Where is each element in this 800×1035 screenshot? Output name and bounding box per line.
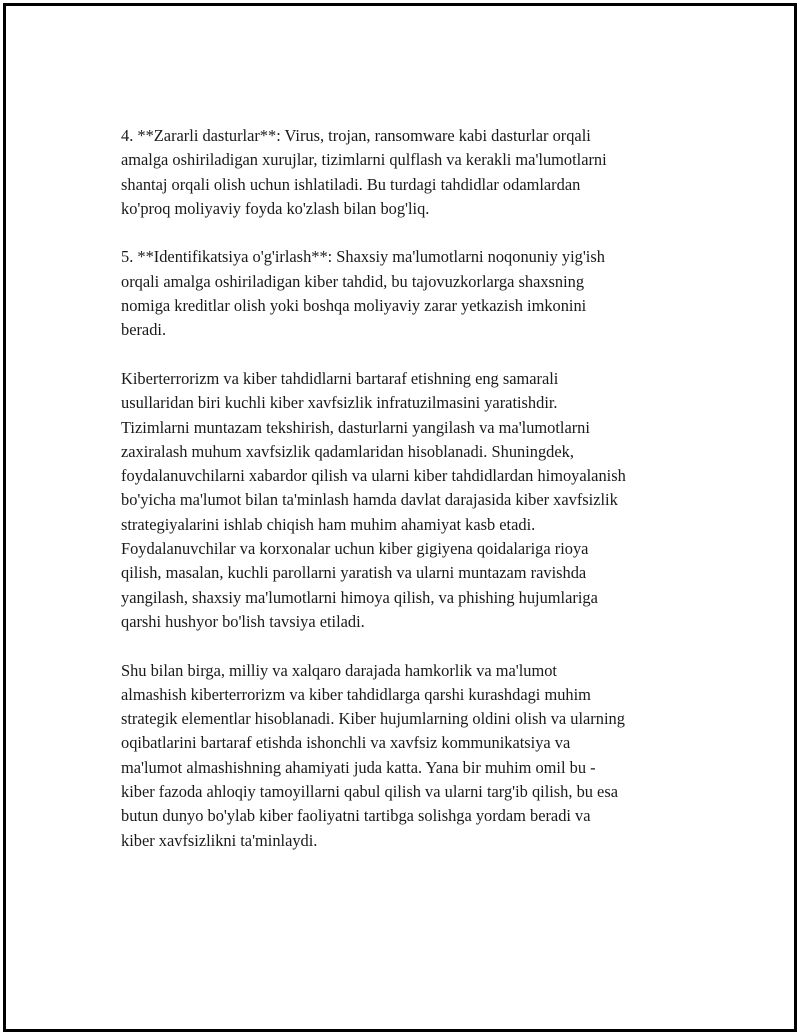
text-line: amalga oshiriladigan xurujlar, tizimlarni qulflash va kerakli ma'lumotlarni	[121, 150, 607, 170]
document-body	[121, 124, 701, 877]
text-line: zaxiralash muhum xavfsizlik qadamlaridan hisoblanadi. Shuningdek,	[121, 441, 574, 461]
paragraph-identity-theft	[121, 245, 701, 342]
text-line: kiber xavfsizlikni ta'minlaydi.	[121, 830, 318, 850]
text-line: ko'proq moliyaviy foyda ko'zlash bilan bog'liq.	[121, 198, 430, 218]
text-line: kiber fazoda ahloqiy tamoyillarni qabul qilish va ularni targ'ib qilish, bu esa	[121, 782, 618, 802]
text-line: Kiberterrorizm va kiber tahdidlarni bartaraf etishning eng samarali	[121, 368, 559, 388]
text-line: foydalanuvchilarni xabardor qilish va ularni kiber tahdidlardan himoyalanish	[121, 466, 626, 486]
text-line: 5. **Identifikatsiya o'g'irlash**: Shaxsiy ma'lumotlarni noqonuniy yig'ish	[121, 247, 605, 267]
text-line: Foydalanuvchilar va korxonalar uchun kiber gigiyena qoidalariga rioya	[121, 539, 589, 559]
text-line: ma'lumot almashishning ahamiyati juda katta. Yana bir muhim omil bu -	[121, 757, 596, 777]
text-line: almashish kiberterrorizm va kiber tahdidlarga qarshi kurashdagi muhim	[121, 684, 591, 704]
text-line: Shu bilan birga, milliy va xalqaro darajada hamkorlik va ma'lumot	[121, 660, 557, 680]
text-line: Tizimlarni muntazam tekshirish, dasturlarni yangilash va ma'lumotlarni	[121, 417, 590, 437]
text-line: yangilash, shaxsiy ma'lumotlarni himoya qilish, va phishing hujumlariga	[121, 587, 598, 607]
text-line: qilish, masalan, kuchli parollarni yaratish va ularni muntazam ravishda	[121, 563, 587, 583]
text-line: strategik elementlar hisoblanadi. Kiber hujumlarning oldini olish va ularning	[121, 709, 625, 729]
paragraph-prevention	[121, 367, 701, 634]
text-line: butun dunyo bo'ylab kiber faoliyatni tartibga solishga yordam beradi va	[121, 806, 591, 826]
text-line: 4. **Zararli dasturlar**: Virus, trojan, ransomware kabi dasturlar orqali	[121, 126, 591, 145]
paragraph-malware	[121, 124, 701, 221]
text-line: nomiga kreditlar olish yoki boshqa moliyaviy zarar yetkazish imkonini	[121, 296, 587, 316]
text-line: bo'yicha ma'lumot bilan ta'minlash hamda davlat darajasida kiber xavfsizlik	[121, 490, 618, 510]
page-border	[3, 3, 797, 1032]
text-line: beradi.	[121, 320, 167, 340]
text-line: strategiyalarini ishlab chiqish ham muhim ahamiyat kasb etadi.	[121, 514, 536, 534]
text-line: shantaj orqali olish uchun ishlatiladi. Bu turdagi tahdidlar odamlardan	[121, 174, 581, 194]
text-line: orqali amalga oshiriladigan kiber tahdid, bu tajovuzkorlarga shaxsning	[121, 271, 585, 291]
text-line: qarshi hushyor bo'lish tavsiya etiladi.	[121, 611, 365, 631]
text-line: usullaridan biri kuchli kiber xavfsizlik infratuzilmasini yaratishdir.	[121, 393, 558, 413]
paragraph-cooperation	[121, 659, 701, 853]
text-line: oqibatlarini bartaraf etishda ishonchli va xavfsiz kommunikatsiya va	[121, 733, 571, 753]
